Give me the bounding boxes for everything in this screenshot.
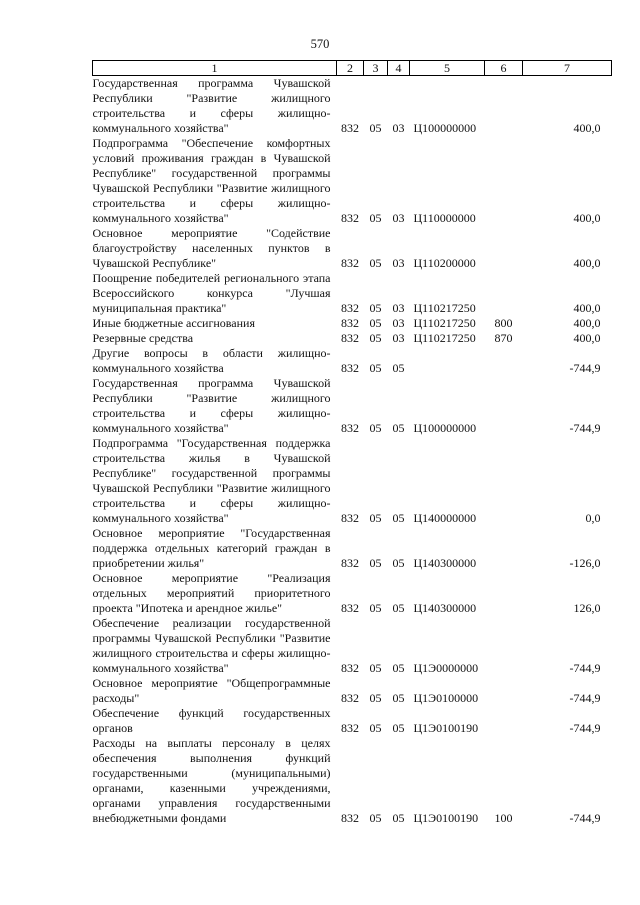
- row-c2-cell: 832: [341, 511, 359, 525]
- header-cell-2: 2: [337, 61, 364, 76]
- row-c2-cell: 832: [341, 256, 359, 270]
- row-c2-cell: 832: [341, 301, 359, 315]
- row-c4-cell: 05: [392, 361, 405, 375]
- row-c2-cell: 832: [341, 601, 359, 615]
- row-title-cell: Иные бюджетные ассигнования: [92, 316, 255, 330]
- row-c6-cell: [485, 526, 523, 571]
- row-c7-cell: 400,0: [573, 256, 601, 270]
- row-c2-cell: 832: [341, 811, 359, 825]
- row-c2-cell: 832: [341, 691, 359, 705]
- table-row: [93, 226, 612, 271]
- row-c2-cell: 832: [341, 556, 359, 570]
- row-c6-cell: [485, 271, 523, 316]
- header-row: [93, 61, 612, 76]
- table-row: [93, 676, 612, 706]
- page-number: 570: [310, 37, 330, 51]
- row-c4-cell: 05: [392, 511, 405, 525]
- row-c3-cell: 05: [369, 421, 382, 435]
- row-title-cell: Основное мероприятие "Государственная поддержка отдельных категорий граждан в приобретении жилья": [92, 526, 331, 570]
- row-c3-cell: 05: [369, 691, 382, 705]
- row-c2-cell: 832: [341, 211, 359, 225]
- row-c7-cell: -744,9: [569, 721, 601, 735]
- row-title-cell: Основное мероприятие "Общепрограммные расходы": [92, 676, 331, 705]
- row-title-cell: Основное мероприятие "Содействие благоустройству населенных пунктов в Чувашской Республике": [92, 226, 331, 270]
- row-c5-cell: Ц110217250: [413, 316, 476, 330]
- row-c5-cell: Ц140300000: [413, 556, 477, 570]
- row-c3-cell: 05: [369, 121, 382, 135]
- row-c5-cell: Ц140300000: [413, 601, 477, 615]
- table-row: [93, 76, 612, 137]
- table-row: [93, 616, 612, 676]
- row-c3-cell: 05: [369, 361, 382, 375]
- row-c5-cell: Ц140000000: [413, 511, 477, 525]
- row-c4-cell: 05: [392, 661, 405, 675]
- row-c3-cell: 05: [369, 811, 382, 825]
- row-c6-cell: 800: [494, 316, 513, 330]
- row-c4-cell: 03: [392, 301, 405, 315]
- row-title-cell: Резервные средства: [92, 331, 194, 345]
- row-c7-cell: 126,0: [573, 601, 601, 615]
- row-c6-cell: [485, 706, 523, 736]
- row-c6-cell: [485, 616, 523, 676]
- table-row: [93, 271, 612, 316]
- header-cell-7: 7: [523, 61, 612, 76]
- row-c6-cell: 100: [494, 811, 513, 825]
- row-c5-cell: Ц100000000: [413, 421, 477, 435]
- row-c6-cell: [485, 136, 523, 226]
- row-title-cell: Другие вопросы в области жилищно-коммунального хозяйства: [92, 346, 331, 375]
- table-row: [93, 346, 612, 376]
- table-row: [93, 736, 612, 826]
- row-c4-cell: 05: [392, 556, 405, 570]
- row-c3-cell: 05: [369, 316, 382, 330]
- row-c6-cell: [485, 676, 523, 706]
- row-title-cell: Государственная программа Чувашской Республики "Развитие жилищного строительства и сферы жилищно-коммунального хозяйства": [92, 76, 331, 135]
- row-c3-cell: 05: [369, 256, 382, 270]
- budget-table: [92, 60, 612, 826]
- row-c2-cell: 832: [341, 661, 359, 675]
- row-c7-cell: 400,0: [573, 211, 601, 225]
- table-row: [93, 436, 612, 526]
- table-row: [93, 316, 612, 331]
- row-title-cell: Поощрение победителей регионального этапа Всероссийского конкурса "Лучшая муниципальная практика": [92, 271, 331, 315]
- row-c2-cell: 832: [341, 316, 359, 330]
- row-c6-cell: [485, 76, 523, 137]
- row-c4-cell: 03: [392, 316, 405, 330]
- row-c3-cell: 05: [369, 301, 382, 315]
- table-row: [93, 706, 612, 736]
- row-c6-cell: [485, 571, 523, 616]
- row-c5-cell: Ц1Э0100190: [413, 721, 479, 735]
- row-c5-cell: Ц100000000: [413, 121, 477, 135]
- row-c6-cell: [485, 226, 523, 271]
- row-c4-cell: 03: [392, 331, 405, 345]
- row-c5-cell: Ц1Э0100000: [413, 691, 479, 705]
- row-c4-cell: 05: [392, 811, 405, 825]
- header-cell-3: 3: [364, 61, 388, 76]
- row-c2-cell: 832: [341, 331, 359, 345]
- header-cell-4: 4: [388, 61, 410, 76]
- header-cell-5: 5: [410, 61, 485, 76]
- row-c7-cell: -744,9: [569, 361, 601, 375]
- row-title-cell: Обеспечение функций государственных органов: [92, 706, 331, 735]
- row-c6-cell: [485, 436, 523, 526]
- row-c7-cell: 0,0: [585, 511, 601, 525]
- row-c2-cell: 832: [341, 721, 359, 735]
- row-title-cell: Государственная программа Чувашской Республики "Развитие жилищного строительства и сферы жилищно-коммунального хозяйства": [92, 376, 331, 435]
- row-c3-cell: 05: [369, 556, 382, 570]
- row-c3-cell: 05: [369, 601, 382, 615]
- row-c4-cell: 03: [392, 211, 405, 225]
- row-c3-cell: 05: [369, 511, 382, 525]
- header-cell-6: 6: [485, 61, 523, 76]
- row-title-cell: Основное мероприятие "Реализация отдельных мероприятий приоритетного проекта "Ипотека и арендное жилье": [92, 571, 331, 615]
- row-c3-cell: 05: [369, 721, 382, 735]
- row-c7-cell: 400,0: [573, 316, 601, 330]
- row-c4-cell: 05: [392, 721, 405, 735]
- row-c4-cell: 03: [392, 121, 405, 135]
- row-title-cell: Обеспечение реализации государственной программы Чувашской Республики "Развитие жилищного строительства и сферы жилищно-коммунального хозяйства": [92, 616, 331, 675]
- row-c4-cell: 05: [392, 691, 405, 705]
- row-c2-cell: 832: [341, 121, 359, 135]
- table-row: [93, 571, 612, 616]
- row-c6-cell: 870: [494, 331, 513, 345]
- row-c5-cell: [410, 346, 485, 376]
- row-c7-cell: -744,9: [569, 661, 601, 675]
- table-row: [93, 526, 612, 571]
- row-c4-cell: 05: [392, 421, 405, 435]
- row-title-cell: Расходы на выплаты персоналу в целях обеспечения выполнения функций государственными (муниципальными) органами, казенными учреждениями, органами управления государственными внебюджетными фондами: [92, 736, 331, 825]
- table-row: [93, 331, 612, 346]
- row-c3-cell: 05: [369, 331, 382, 345]
- row-title-cell: Подпрограмма "Государственная поддержка строительства жилья в Чувашской Республике" государственной программы Чувашской Республики "Развитие жилищного строительства и сферы жилищно-коммунального хозяйства": [92, 436, 331, 525]
- row-c6-cell: [485, 376, 523, 436]
- table-row: [93, 376, 612, 436]
- row-c2-cell: 832: [341, 361, 359, 375]
- row-c5-cell: Ц110200000: [413, 256, 476, 270]
- row-c7-cell: -744,9: [569, 691, 601, 705]
- row-c6-cell: [485, 346, 523, 376]
- row-c7-cell: -126,0: [569, 556, 601, 570]
- row-c4-cell: 03: [392, 256, 405, 270]
- row-c2-cell: 832: [341, 421, 359, 435]
- table-row: [93, 136, 612, 226]
- row-c3-cell: 05: [369, 211, 382, 225]
- row-c5-cell: Ц1Э0000000: [413, 661, 479, 675]
- row-title-cell: Подпрограмма "Обеспечение комфортных условий проживания граждан в Чувашской Республике" государственной программы Чувашской Республики "Развитие жилищного строительства и сферы жилищно-коммунального хозяйства": [92, 136, 331, 225]
- row-c3-cell: 05: [369, 661, 382, 675]
- row-c7-cell: -744,9: [569, 811, 601, 825]
- row-c5-cell: Ц110217250: [413, 301, 476, 315]
- row-c7-cell: -744,9: [569, 421, 601, 435]
- header-cell-1: 1: [93, 61, 337, 76]
- row-c5-cell: Ц110000000: [413, 211, 476, 225]
- row-c4-cell: 05: [392, 601, 405, 615]
- row-c7-cell: 400,0: [573, 121, 601, 135]
- row-c5-cell: Ц1Э0100190: [413, 811, 479, 825]
- row-c7-cell: 400,0: [573, 331, 601, 345]
- row-c5-cell: Ц110217250: [413, 331, 476, 345]
- row-c7-cell: 400,0: [573, 301, 601, 315]
